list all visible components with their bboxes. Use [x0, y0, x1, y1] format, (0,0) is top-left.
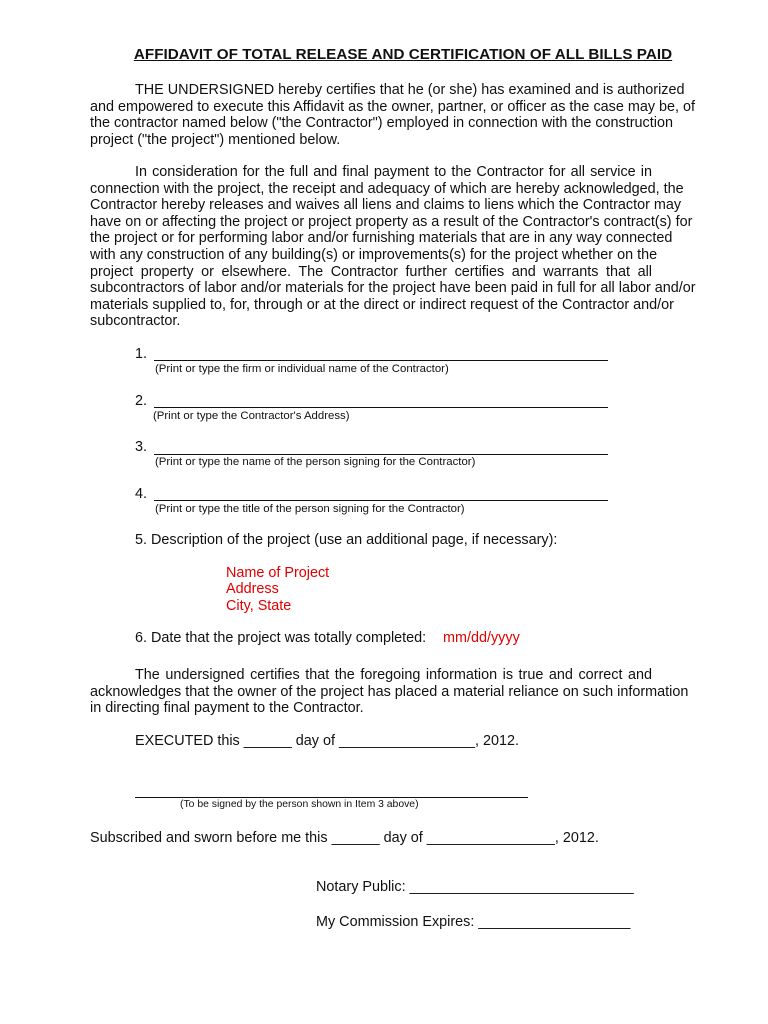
field-hint: (Print or type the Contractor's Address) — [153, 410, 350, 422]
paragraph-line: THE UNDERSIGNED hereby certifies that he (or she) has examined and is authorized — [135, 82, 685, 98]
field-hint: (Print or type the title of the person signing for the Contractor) — [155, 503, 465, 515]
paragraph-line: in directing final payment to the Contractor. — [90, 700, 364, 717]
signer-name-field[interactable] — [154, 454, 608, 455]
paragraph-line: the contractor named below ("the Contractor") employed in connection with the construction — [90, 115, 673, 132]
commission-expires-field[interactable]: My Commission Expires: ___________________ — [316, 914, 631, 930]
completion-date-value[interactable]: mm/dd/yyyy — [443, 630, 520, 646]
paragraph-line: with any construction of any building(s) or improvements(s) for the project whether on the — [90, 246, 658, 263]
project-description-label: 5. Description of the project (use an additional page, if necessary): — [135, 532, 558, 548]
paragraph-line: The undersigned certifies that the foregoing information is true and correct and — [135, 667, 652, 683]
contractor-name-field[interactable] — [154, 360, 608, 361]
field-hint: (Print or type the name of the person signing for the Contractor) — [155, 456, 476, 468]
paragraph-line: materials supplied to, for, through or at the direct or indirect request of the Contractor and/or — [90, 296, 674, 313]
item-number: 2. — [135, 393, 148, 409]
paragraph-line: subcontractors of labor and/or materials for the project have been paid in full for all labor and/or — [90, 280, 696, 297]
project-name-value[interactable]: Name of Project — [226, 565, 330, 581]
notary-public-field[interactable]: Notary Public: ____________________________ — [316, 879, 634, 895]
paragraph-line: project ("the project") mentioned below. — [90, 131, 341, 148]
project-address-value[interactable]: Address — [226, 581, 279, 597]
item-number: 1. — [135, 346, 148, 362]
signer-title-field[interactable] — [154, 500, 608, 501]
paragraph-line: the project or for performing labor and/or furnishing materials that are in any way connected — [90, 230, 673, 247]
field-hint: (Print or type the firm or individual name of the Contractor) — [155, 363, 449, 375]
release-paragraph — [90, 164, 696, 330]
signature-hint: (To be signed by the person shown in Item 3 above) — [180, 799, 419, 810]
signature-line[interactable] — [135, 797, 528, 798]
paragraph-line: connection with the project, the receipt and adequacy of which are hereby acknowledged, the — [90, 180, 684, 197]
paragraph-line: and empowered to execute this Affidavit as the owner, partner, or officer as the case may be, of — [90, 98, 696, 115]
certification-paragraph — [90, 667, 689, 717]
paragraph-line: project property or elsewhere. The Contractor further certifies and warrants that all — [90, 263, 652, 280]
paragraph-line: have on or affecting the project or project property as a result of the Contractor's contract(s) for — [90, 213, 693, 230]
project-city-state-value[interactable]: City, State — [226, 598, 292, 614]
intro-paragraph — [90, 82, 696, 148]
document-title: AFFIDAVIT OF TOTAL RELEASE AND CERTIFICATION OF ALL BILLS PAID — [133, 46, 673, 63]
paragraph-line: acknowledges that the owner of the project has placed a material reliance on such information — [90, 683, 689, 700]
paragraph-line: In consideration for the full and final payment to the Contractor for all service in — [135, 164, 652, 180]
completion-date-label: 6. Date that the project was totally completed: — [135, 630, 427, 646]
item-number: 4. — [135, 486, 148, 502]
executed-line[interactable]: EXECUTED this ______ day of _________________, 2012. — [135, 733, 520, 749]
contractor-address-field[interactable] — [154, 407, 608, 408]
item-number: 3. — [135, 439, 148, 455]
subscribed-line[interactable]: Subscribed and sworn before me this ______ day of ________________, 2012. — [90, 830, 599, 846]
paragraph-line: subcontractor. — [90, 313, 181, 330]
paragraph-line: Contractor hereby releases and waives all liens and claims to liens which the Contractor may — [90, 197, 682, 214]
